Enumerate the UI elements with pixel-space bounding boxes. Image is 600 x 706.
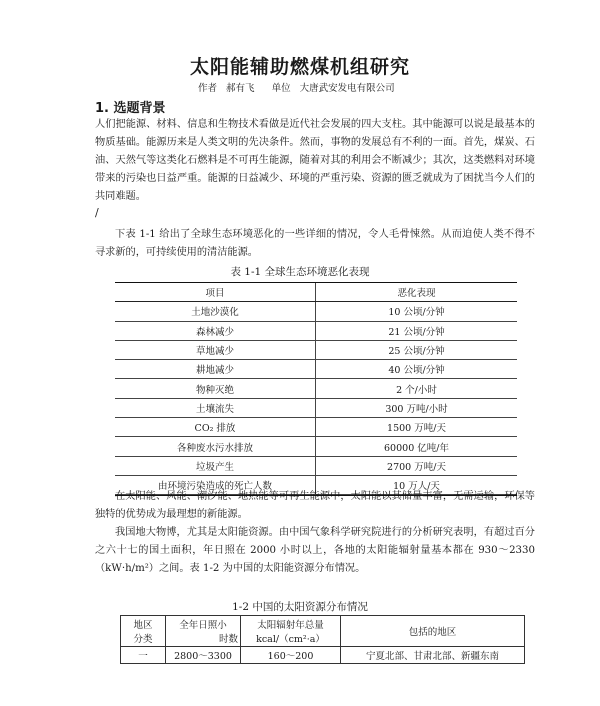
section-heading: 1. 选题背景 bbox=[95, 101, 166, 116]
table1-row bbox=[115, 379, 517, 398]
table1-cell-value: 40 公顷/分钟 bbox=[316, 360, 518, 379]
table1-cell-item: 垃圾产生 bbox=[115, 456, 316, 475]
byline bbox=[198, 80, 401, 94]
table1-header-value: 恶化表现 bbox=[316, 283, 518, 302]
table2-header-areas: 包括的地区 bbox=[341, 616, 525, 647]
table1-bottom-rule bbox=[115, 495, 517, 496]
table1-cell-value: 1500 万吨/天 bbox=[316, 418, 518, 437]
table1-cell-item: CO₂ 排放 bbox=[115, 418, 316, 437]
table1-row bbox=[115, 456, 517, 475]
table2-header-hours-line2: 时数 bbox=[218, 634, 238, 645]
paragraph-4: 我国地大物博，尤其是太阳能资源。由中国气象科学研究院进行的分析研究表明，有超过百分之六十七的国土面积，年日照在 2000 小时以上，各地的太阳能辐射量基本都在 930～2330（kW·h/m²）之间。表 1-2 为中国的太阳能资源分布情况。 bbox=[95, 527, 535, 574]
table1-cell-item: 各种废水污水排放 bbox=[115, 437, 316, 456]
table1-cell-item: 由环境污染造成的死亡人数 bbox=[115, 475, 316, 494]
table2-header-radiation bbox=[241, 616, 341, 647]
table1-cell-value: 2700 万吨/天 bbox=[316, 456, 518, 475]
unit-name: 大唐武安发电有限公司 bbox=[299, 83, 395, 94]
table2-cell-radiation: 160～200 bbox=[241, 647, 341, 664]
table1-cell-item: 草地减少 bbox=[115, 340, 316, 359]
table1-cell-value: 60000 亿吨/年 bbox=[316, 437, 518, 456]
table1-row bbox=[115, 302, 517, 321]
table2-header-hours-line1: 全年日照小 bbox=[179, 620, 227, 631]
table2-row bbox=[121, 647, 525, 664]
paragraph-1: 人们把能源、材料、信息和生物技术看做是近代社会发展的四大支柱。其中能源可以说是最基本的物质基础。能源历来是人类文明的先决条件。然而，事物的发展总有不利的一面。首先，煤炭、石油、天然气等这类化石燃料是不可再生能源，随着对其的利用会不断减少；其次，这类燃料对环境带来的污染也日益严重。能源的日益减少、环境的严重污染、资源的匮乏就成为了困扰当今人们的共同难题。 bbox=[95, 119, 535, 202]
table1-cell-value: 21 公顷/分钟 bbox=[316, 321, 518, 340]
table2-cell-areas: 宁夏北部、甘肃北部、新疆东南 bbox=[341, 647, 525, 664]
table2-header-hours bbox=[166, 616, 241, 647]
table2-cell-zone: 一 bbox=[121, 647, 166, 664]
table1-cell-value: 300 万吨/小时 bbox=[316, 398, 518, 417]
table1-row bbox=[115, 418, 517, 437]
table1-cell-item: 森林减少 bbox=[115, 321, 316, 340]
paragraph-2: 下表 1-1 给出了全球生态环境恶化的一些详细的情况，令人毛骨悚然。从而迫使人类不得不寻求新的，可持续使用的清洁能源。 bbox=[95, 229, 535, 258]
table1-cell-value: 2 个/小时 bbox=[316, 379, 518, 398]
table1-row bbox=[115, 340, 517, 359]
table2-header-zone-line1: 地区 bbox=[133, 620, 153, 631]
paragraph-3: 在太阳能、风能、潮汐能、地热能等可再生能源中，太阳能以其储量丰富，无需运输，环保等独特的优势成为最理想的新能源。 bbox=[95, 491, 535, 520]
unit-label: 单位 bbox=[271, 83, 291, 94]
table1-row bbox=[115, 321, 517, 340]
table2 bbox=[120, 615, 525, 664]
table1-cell-value: 25 公顷/分钟 bbox=[316, 340, 518, 359]
table2-header-radiation-line1: 太阳辐射年总量 bbox=[257, 620, 324, 631]
table1-row bbox=[115, 398, 517, 417]
table1-cell-item: 土地沙漠化 bbox=[115, 302, 316, 321]
author-label: 作者 bbox=[198, 83, 218, 94]
table1-header-item: 项目 bbox=[115, 283, 316, 302]
table1-caption: 表 1-1 全球生态环境恶化表现 bbox=[230, 266, 370, 278]
table1-cell-item: 物种灭绝 bbox=[115, 379, 316, 398]
table2-header-zone bbox=[121, 616, 166, 647]
document-title: 太阳能辅助燃煤机组研究 bbox=[189, 56, 410, 78]
stray-mark: / bbox=[95, 206, 99, 219]
table1-row bbox=[115, 437, 517, 456]
table1-cell-item: 耕地减少 bbox=[115, 360, 316, 379]
table1-cell-value: 10 万人/天 bbox=[316, 475, 518, 494]
author-name: 郝有飞 bbox=[226, 83, 255, 94]
table2-header-radiation-line2: kcal/（cm²·a） bbox=[256, 634, 325, 645]
table1-body bbox=[115, 302, 517, 495]
table2-caption: 1-2 中国的太阳资源分布情况 bbox=[232, 601, 368, 613]
table1 bbox=[115, 283, 517, 495]
table2-header-zone-line2: 分类 bbox=[133, 634, 153, 645]
table1-cell-value: 10 公顷/分钟 bbox=[316, 302, 518, 321]
table1-cell-item: 土壤流失 bbox=[115, 398, 316, 417]
table2-cell-hours: 2800～3300 bbox=[166, 647, 241, 664]
table1-row bbox=[115, 360, 517, 379]
